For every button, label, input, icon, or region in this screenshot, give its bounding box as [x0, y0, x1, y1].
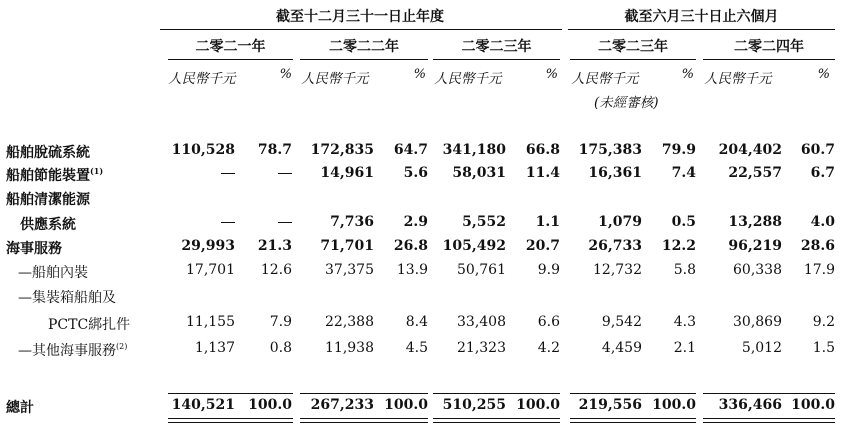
total-cell: 267,233: [310, 397, 374, 413]
value-cell: 7,736: [330, 214, 374, 230]
value-cell: 37,375: [325, 262, 374, 278]
value-cell: 30,869: [733, 314, 782, 330]
value-cell: 79.9: [661, 142, 696, 158]
row-label-interior: —船舶內裝: [18, 265, 88, 281]
unit-label-2023: 人民幣千元: [434, 71, 502, 87]
value-cell: 12,732: [593, 262, 642, 278]
group-underline-annual: [160, 29, 562, 30]
value-cell: 12.6: [260, 262, 292, 278]
unit-label-2024-h1: 人民幣千元: [704, 71, 772, 87]
value-cell: 9,542: [601, 314, 642, 330]
value-cell: 105,492: [442, 238, 506, 254]
value-cell: 64.7: [393, 142, 428, 158]
value-cell: 78.7: [257, 142, 292, 158]
value-cell: 22,557: [728, 165, 782, 181]
row-label-clean-energy: 船舶清潔能源: [6, 192, 90, 208]
value-cell: 29,993: [181, 238, 235, 254]
value-cell: 28.6: [800, 238, 835, 254]
footnote-2: (2): [116, 342, 128, 351]
value-cell: 21.3: [257, 238, 292, 254]
value-cell: 4.2: [537, 340, 560, 356]
total-cell: 336,466: [718, 397, 782, 413]
value-cell: 8.4: [405, 314, 428, 330]
value-cell: 4.5: [405, 340, 428, 356]
year-underline-2024-h1: [703, 59, 835, 60]
total-top-rule-1: [168, 393, 293, 394]
value-cell: 60.7: [800, 142, 835, 158]
total-cell: 100.0: [248, 397, 292, 413]
value-cell: 21,323: [457, 340, 506, 356]
value-cell: 4,459: [601, 340, 642, 356]
unit-label-2021: 人民幣千元: [168, 71, 236, 87]
year-header-2022: 二零二二年: [329, 39, 399, 55]
value-cell: 4.0: [810, 214, 835, 230]
value-cell: 7.9: [269, 314, 292, 330]
value-cell: 26,733: [588, 238, 642, 254]
footnote-1: (1): [90, 166, 104, 176]
value-cell: 96,219: [728, 238, 782, 254]
row-label-supply-system: 供應系統: [20, 217, 76, 233]
value-cell: 71,701: [320, 238, 374, 254]
value-cell: 33,408: [457, 314, 506, 330]
value-cell: 4.3: [673, 314, 696, 330]
value-cell: 1.1: [535, 214, 560, 230]
total-cell: 100.0: [652, 397, 696, 413]
total-double-rule-2: [300, 418, 428, 423]
row-label-container-ship: —集裝箱船舶及: [18, 290, 116, 306]
total-double-rule-4: [570, 418, 696, 423]
value-cell: 16,361: [588, 165, 642, 181]
year-underline-2022: [300, 59, 428, 60]
total-cell: 100.0: [384, 397, 428, 413]
total-cell: 219,556: [578, 397, 642, 413]
group-header-interim: 截至六月三十日止六個月: [624, 9, 779, 25]
year-header-2023-h1: 二零二三年: [598, 39, 668, 55]
unit-label-2022: 人民幣千元: [301, 71, 369, 87]
total-cell: 510,255: [442, 397, 506, 413]
value-cell: 60,338: [733, 262, 782, 278]
value-cell: 5,012: [741, 340, 782, 356]
value-cell: 22,388: [325, 314, 374, 330]
total-double-rule-3: [433, 418, 560, 423]
value-cell: 1,079: [598, 214, 642, 230]
row-label-scrubber: 船舶脫硫系統: [6, 145, 90, 161]
value-cell: 341,180: [442, 142, 506, 158]
value-cell: 26.8: [393, 238, 428, 254]
pct-label-2023-h1: %: [681, 67, 694, 82]
value-cell: 58,031: [452, 165, 506, 181]
total-top-rule-4: [570, 393, 696, 394]
value-cell: 11,155: [186, 314, 235, 330]
total-double-rule-5: [703, 418, 835, 423]
row-label-marine-services: 海事服務: [6, 241, 62, 257]
row-label-energy-saving: 船舶節能裝置$^{(1)}$: [6, 166, 104, 184]
value-cell: 175,383: [578, 142, 642, 158]
total-double-rule-1: [168, 418, 293, 423]
total-cell: 100.0: [791, 397, 835, 413]
value-cell: 17,701: [186, 262, 235, 278]
unit-label-2023-h1: 人民幣千元: [571, 71, 639, 87]
year-underline-2023-h1: [570, 59, 696, 60]
value-cell: 17.9: [803, 262, 835, 278]
total-cell: 140,521: [171, 397, 235, 413]
year-header-2023: 二零二三年: [461, 39, 532, 55]
group-header-annual: 截至十二月三十一日止年度: [276, 9, 444, 25]
value-cell: 12.2: [661, 238, 696, 254]
value-cell: 9.9: [537, 262, 560, 278]
value-cell: 13.9: [396, 262, 428, 278]
total-top-rule-5: [703, 393, 835, 394]
total-cell: 100.0: [516, 397, 560, 413]
value-cell: 110,528: [171, 142, 235, 158]
year-underline-2021: [168, 59, 293, 60]
value-cell: 5,552: [462, 214, 506, 230]
value-cell: 172,835: [310, 142, 374, 158]
value-cell: 14,961: [320, 165, 374, 181]
row-label-pctc: PCTC綁扎件: [48, 317, 131, 333]
value-cell: 50,761: [457, 262, 506, 278]
value-cell: 1,137: [194, 340, 235, 356]
unaudited-label: (未經審核): [594, 95, 659, 111]
value-cell: 6.7: [810, 165, 835, 181]
value-cell: 5.8: [673, 262, 696, 278]
row-label-total: 總計: [6, 400, 34, 416]
value-cell: 11.4: [525, 165, 560, 181]
value-cell: 20.7: [525, 238, 560, 254]
year-header-2024-h1: 二零二四年: [734, 39, 804, 55]
value-cell: 9.2: [812, 314, 835, 330]
group-underline-interim: [568, 29, 835, 30]
value-cell: 13,288: [728, 214, 782, 230]
value-cell: 7.4: [671, 165, 696, 181]
year-underline-2023: [433, 59, 560, 60]
year-header-2021: 二零二一年: [195, 39, 266, 55]
value-cell: 0.5: [671, 214, 696, 230]
value-cell: 0.8: [269, 340, 292, 356]
value-cell: 1.5: [812, 340, 835, 356]
value-cell: 2.9: [403, 214, 428, 230]
pct-label-2022: %: [413, 67, 426, 82]
value-cell: 204,402: [718, 142, 782, 158]
value-cell: 11,938: [325, 340, 374, 356]
total-top-rule-3: [433, 393, 560, 394]
value-cell: 5.6: [403, 165, 428, 181]
pct-label-2021: %: [279, 67, 292, 82]
pct-label-2023: %: [545, 67, 558, 82]
value-cell: 66.8: [525, 142, 560, 158]
value-cell: 6.6: [537, 314, 560, 330]
row-label-other-marine: —其他海事服務$^{(2)}$: [18, 342, 128, 359]
value-cell: 2.1: [673, 340, 696, 356]
total-top-rule-2: [300, 393, 428, 394]
pct-label-2024-h1: %: [817, 67, 830, 82]
